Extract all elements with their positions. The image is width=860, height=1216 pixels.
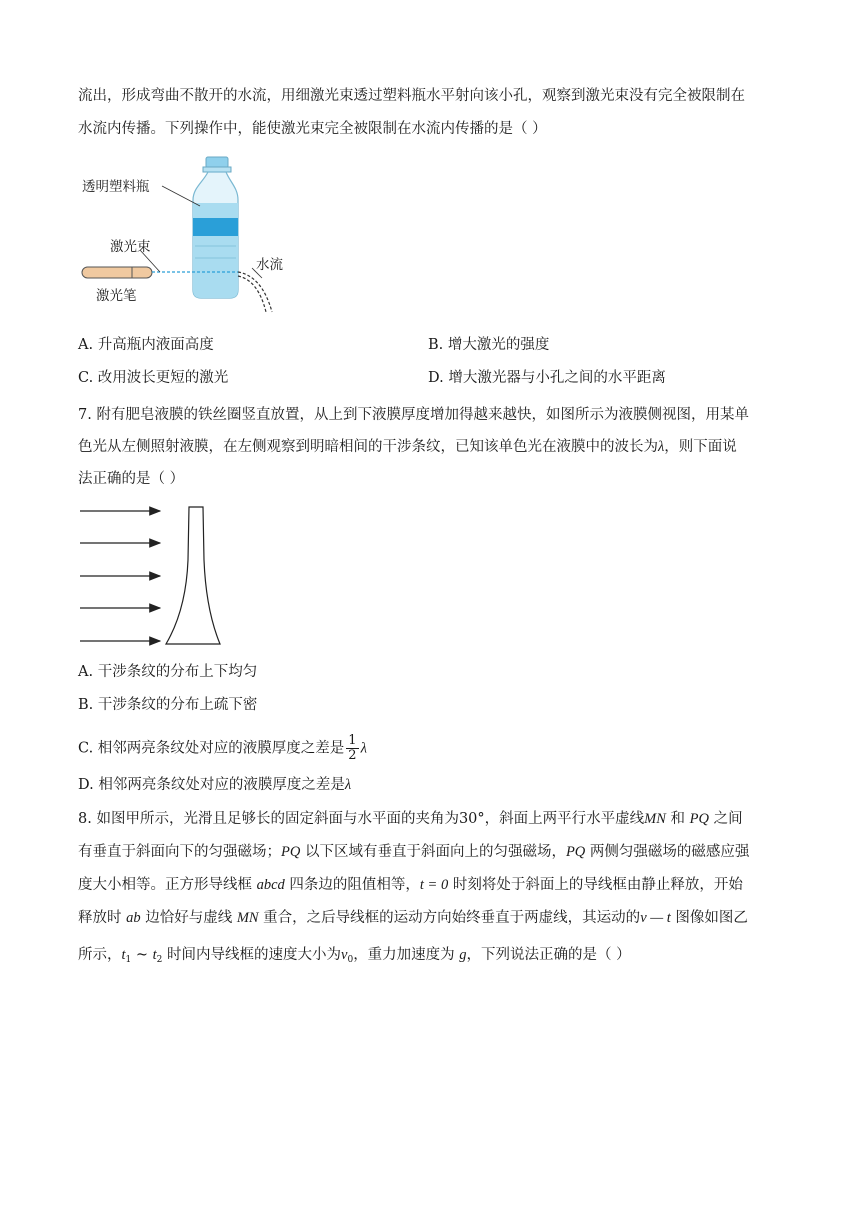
- q7-stem-line-2: 色光从左侧照射液膜，在左侧观察到明暗相间的干涉条纹，已知该单色光在液膜中的波长为λ，则下面说: [78, 439, 737, 455]
- q7-option-c: C. 相邻两亮条纹处对应的液膜厚度之差是 $\frac{1}{2}$ λ: [78, 733, 367, 763]
- q7-option-b: B. 干涉条纹的分布上疏下密: [78, 697, 258, 713]
- q8-stem-line-4: 释放时 ab 边恰好与虚线 MN 重合，之后导线框的运动方向始终垂直于两虚线，其运动的v — t 图像如图乙: [78, 910, 748, 926]
- q8-stem-line-5: 所示，$t_1$ ~ $t_2$ 时间内导线框的速度大小为$v_0$，重力加速度为 g，下列说法正确的是（ ）: [78, 947, 631, 965]
- q6-option-c: C. 改用波长更短的激光: [78, 370, 229, 386]
- label-pen: 激光笔: [96, 288, 137, 304]
- q6-stem-line-1: 流出，形成弯曲不散开的水流，用细激光束透过塑料瓶水平射向该小孔，观察到激光束没有完全被限制在: [78, 88, 745, 104]
- q7-stem-line-1: 7. 附有肥皂液膜的铁丝圈竖直放置，从上到下液膜厚度增加得越来越快，如图所示为液膜侧视图，用某单: [78, 407, 749, 423]
- label-beam: 激光束: [110, 239, 151, 255]
- q6-stem-line-2: 水流内传播。下列操作中，能使激光束完全被限制在水流内传播的是（ ）: [78, 121, 547, 137]
- q7-option-d: D. 相邻两亮条纹处对应的液膜厚度之差是λ: [78, 777, 352, 793]
- q8-stem-line-1: 8. 如图甲所示，光滑且足够长的固定斜面与水平面的夹角为30°，斜面上两平行水平虚线MN 和 PQ 之间: [78, 811, 743, 827]
- label-stream: 水流: [256, 257, 283, 273]
- soap-film-profile: [166, 507, 220, 644]
- q8-stem-line-3: 度大小相等。正方形导线框 abcd 四条边的阻值相等，t = 0 时刻将处于斜面上的导线框由静止释放，开始: [78, 877, 743, 893]
- q7-stem-line-3: 法正确的是（ ）: [78, 471, 185, 487]
- lambda-symbol: λ: [658, 439, 665, 455]
- q6-option-b: B. 增大激光的强度: [428, 337, 550, 353]
- label-bottle: 透明塑料瓶: [82, 179, 150, 195]
- fraction-one-half: $\frac{1}{2}$: [348, 733, 357, 763]
- q6-option-a: A. 升高瓶内液面高度: [78, 337, 214, 353]
- q7-option-a: A. 干涉条纹的分布上下均匀: [78, 664, 258, 680]
- q8-stem-line-2: 有垂直于斜面向下的匀强磁场；PQ 以下区域有垂直于斜面向上的匀强磁场，PQ 两侧匀强磁场的磁感应强: [78, 844, 750, 860]
- incident-light-arrows: [80, 511, 160, 641]
- q6-option-d: D. 增大激光器与小孔之间的水平距离: [428, 370, 666, 386]
